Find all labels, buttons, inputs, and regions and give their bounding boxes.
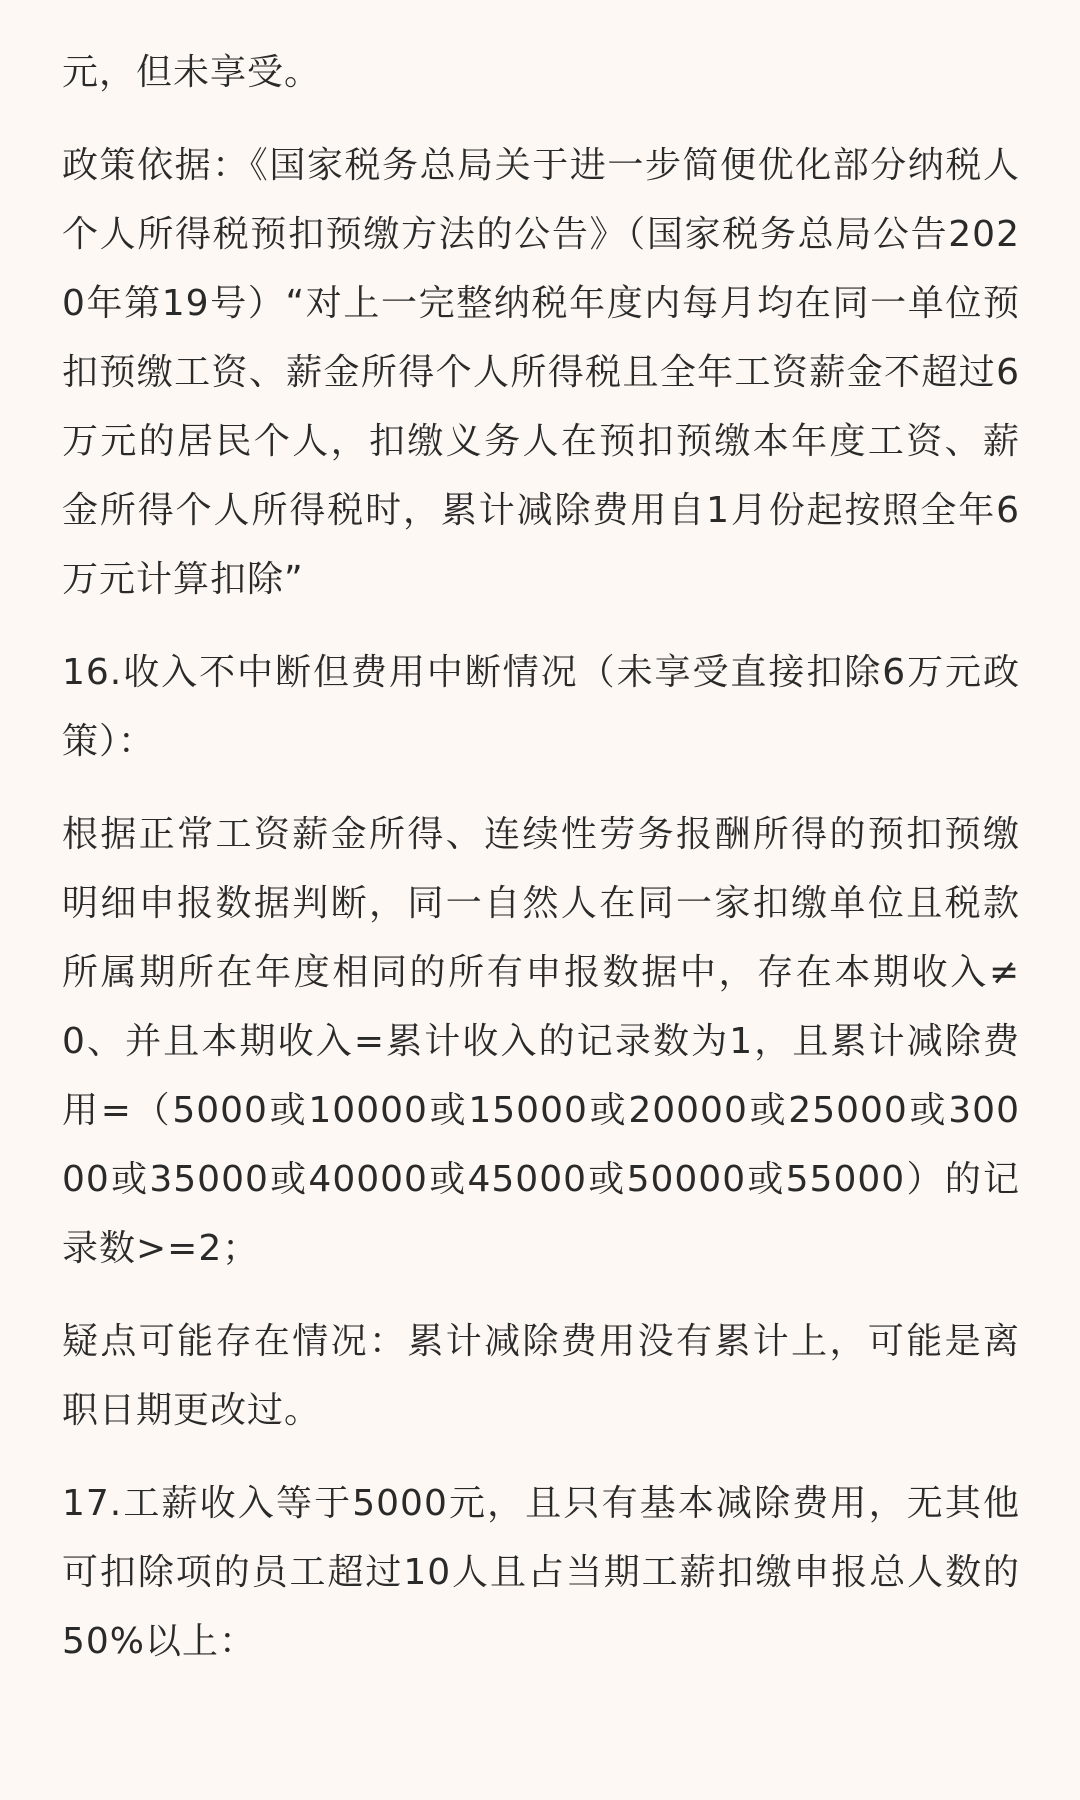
paragraph-item-16-criteria: 根据正常工资薪金所得、连续性劳务报酬所得的预扣预缴明细申报数据判断，同一自然人在同一家扣缴单位且税款所属期所在年度相同的所有申报数据中，存在本期收入≠0、并且本期收入=累计收入的记录数为1，且累计减除费用=（5000或10000或15000或20000或25000或30000或35000或40000或45000或50000或55000）的记录数>=2； — [62, 814, 1020, 1269]
paragraph-continuation: 元，但未享受。 — [62, 52, 322, 93]
article-body — [62, 38, 1020, 1700]
paragraph-item-16-suspicion: 疑点可能存在情况：累计减除费用没有累计上，可能是离职日期更改过。 — [62, 1321, 1020, 1431]
paragraph-item-17-title: 17.工薪收入等于5000元，且只有基本减除费用，无其他可扣除项的员工超过10人且占当期工薪扣缴申报总人数的50%以上： — [62, 1483, 1020, 1662]
paragraph-policy-basis: 政策依据：《国家税务总局关于进一步简便优化部分纳税人个人所得税预扣预缴方法的公告》（国家税务总局公告2020年第19号）“对上一完整纳税年度内每月均在同一单位预扣预缴工资、薪金所得个人所得税且全年工资薪金不超过6万元的居民个人，扣缴义务人在预扣预缴本年度工资、薪金所得个人所得税时，累计减除费用自1月份起按照全年6万元计算扣除” — [62, 145, 1020, 600]
paragraph-item-16-title: 16.收入不中断但费用中断情况（未享受直接扣除6万元政策）： — [62, 652, 1020, 762]
